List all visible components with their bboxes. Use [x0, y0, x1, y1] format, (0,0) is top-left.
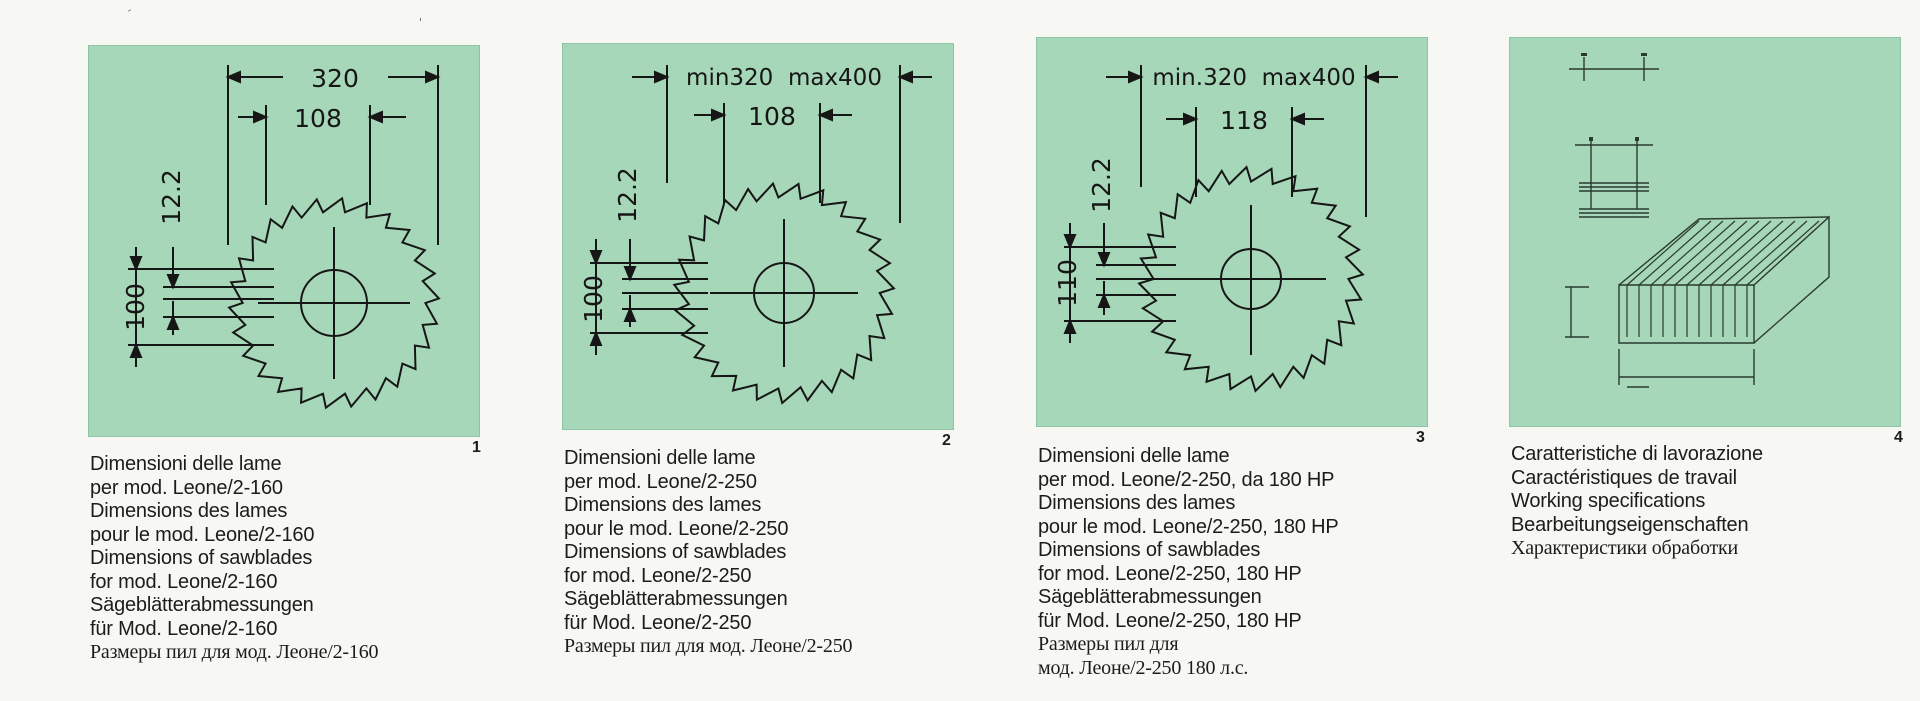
caption-line: für Mod. Leone/2-160	[90, 617, 278, 640]
dimension-outer: 320	[311, 64, 359, 93]
caption-line: Размеры пил для мод. Леоне/2-160	[90, 641, 379, 663]
caption-line: мод. Леоне/2-250 180 л.с.	[1038, 656, 1249, 679]
caption-line: Dimensions des lames	[564, 494, 762, 516]
caption-line: Caractéristiques de travail	[1511, 466, 1737, 489]
dimension-thickness: 12.2	[1087, 157, 1116, 213]
caption-line: per mod. Leone/2-160	[90, 476, 283, 499]
figure-caption	[564, 447, 852, 659]
figure-1-panel	[88, 45, 480, 437]
figure-3-panel	[1036, 37, 1428, 427]
dimension-outer: min320 max400	[686, 65, 882, 91]
caption-line: Dimensions of sawblades	[564, 541, 787, 563]
caption-line: für Mod. Leone/2-250	[564, 611, 752, 634]
dimension-depth: 110	[1053, 259, 1082, 307]
dimension-thickness: 12.2	[613, 167, 642, 223]
caption-line: Dimensioni delle lame	[564, 447, 756, 469]
figure-caption	[1038, 445, 1338, 680]
kerf-slots	[1627, 221, 1819, 337]
caption-line: Dimensions of sawblades	[90, 547, 313, 569]
dimension-depth: 100	[121, 283, 150, 331]
caption-line: Характеристики обработки	[1511, 537, 1739, 559]
caption-line: Dimensioni delle lame	[90, 453, 282, 475]
caption-line: Dimensions des lames	[90, 500, 288, 522]
caption-line: per mod. Leone/2-250	[564, 470, 757, 493]
figure-caption	[1511, 443, 1763, 561]
figure-2-panel	[562, 43, 954, 430]
caption-line: Sägeblätterabmessungen	[90, 594, 314, 616]
working-specifications-drawing	[1509, 37, 1901, 427]
caption-line: for mod. Leone/2-160	[90, 570, 278, 593]
figure-4	[1509, 37, 1914, 597]
caption-line: pour le mod. Leone/2-160	[90, 523, 315, 546]
figure-number: 3	[1416, 429, 1425, 446]
caption-line: for mod. Leone/2-250	[564, 564, 752, 587]
caption-line: Dimensions des lames	[1038, 492, 1236, 514]
dimension-thickness: 12.2	[157, 169, 186, 225]
caption-line: Dimensioni delle lame	[1038, 445, 1230, 467]
figure-2	[562, 43, 962, 673]
sawblade-drawing-2	[562, 43, 954, 430]
figure-4-panel	[1509, 37, 1901, 427]
caption-line: pour le mod. Leone/2-250	[564, 517, 789, 540]
caption-line: pour le mod. Leone/2-250, 180 HP	[1038, 515, 1339, 538]
dimension-outer: min.320 max400	[1152, 65, 1356, 91]
caption-line: Working specifications	[1511, 490, 1706, 512]
caption-line: Размеры пил для мод. Леоне/2-250	[564, 635, 853, 657]
caption-line: per mod. Leone/2-250, da 180 HP	[1038, 468, 1335, 491]
caption-line: for mod. Leone/2-250, 180 HP	[1038, 562, 1302, 585]
caption-line: Bearbeitungseigenschaften	[1511, 513, 1749, 536]
figure-3	[1036, 37, 1436, 687]
dimension-inner: 108	[294, 104, 342, 133]
caption-line: Sägeblätterabmessungen	[564, 588, 788, 610]
dimension-depth: 100	[579, 275, 608, 323]
figure-number: 1	[472, 439, 481, 456]
caption-line: Размеры пил для	[1038, 633, 1179, 655]
figure-number: 4	[1894, 429, 1903, 446]
caption-line: Caratteristiche di lavorazione	[1511, 443, 1763, 465]
caption-line: Dimensions of sawblades	[1038, 539, 1261, 561]
caption-line: für Mod. Leone/2-250, 180 HP	[1038, 609, 1302, 632]
figure-caption	[90, 453, 378, 665]
sawblade-drawing-3	[1036, 37, 1428, 427]
caption-line: Sägeblätterabmessungen	[1038, 586, 1262, 608]
dimension-inner: 118	[1220, 106, 1268, 135]
dimension-inner: 108	[748, 102, 796, 131]
sawblade-drawing-1	[88, 45, 480, 437]
figure-1	[88, 45, 488, 675]
figure-number: 2	[942, 432, 951, 449]
